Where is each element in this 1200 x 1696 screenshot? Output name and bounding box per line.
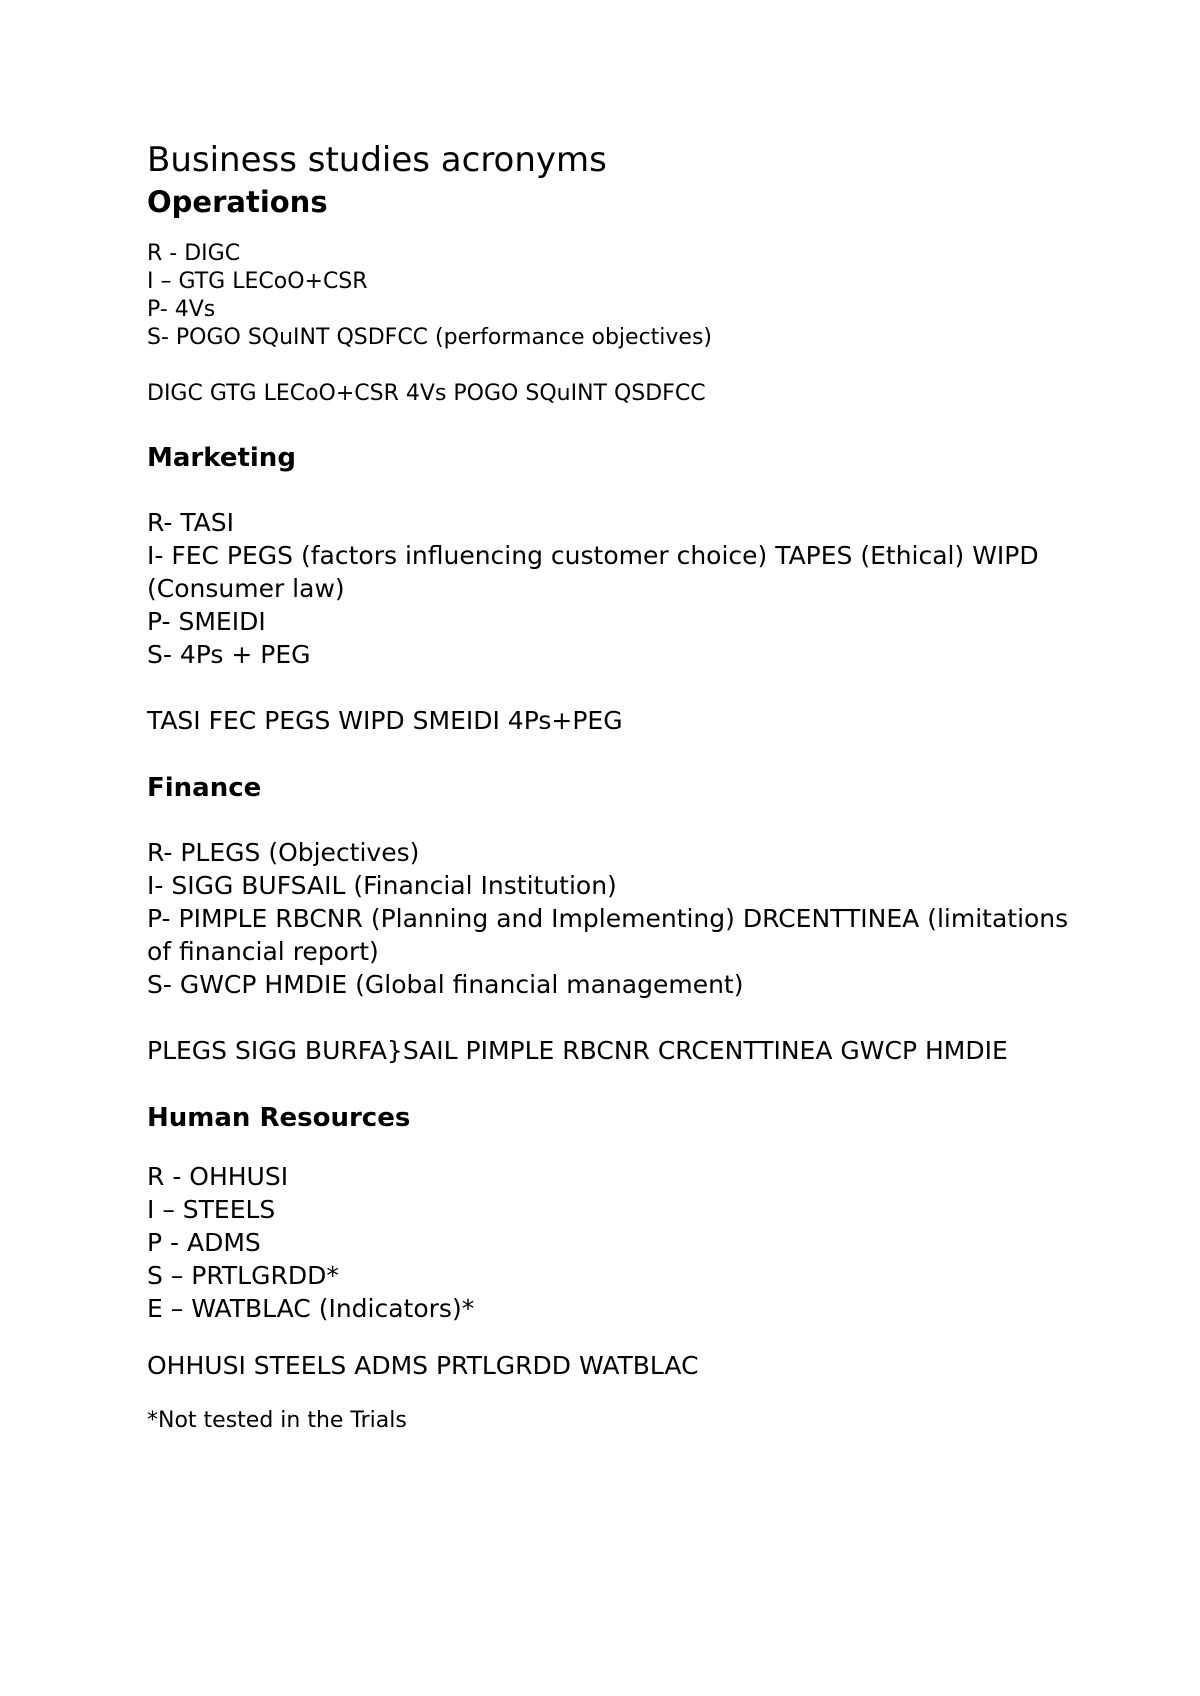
operations-line-i: I – GTG LECoO+CSR bbox=[147, 269, 368, 294]
operations-summary: DIGC GTG LECoO+CSR 4Vs POGO SQuINT QSDFCC bbox=[147, 381, 706, 406]
finance-line-p: P- PIMPLE RBCNR (Planning and Implementing) DRCENTTINEA (limitations of financial report) bbox=[147, 904, 1069, 966]
finance-line-s: S- GWCP HMDIE (Global financial management) bbox=[147, 970, 744, 999]
hr-line-i: I – STEELS bbox=[147, 1195, 276, 1224]
finance-summary: PLEGS SIGG BURFA}SAIL PIMPLE RBCNR CRCENTTINEA GWCP HMDIE bbox=[147, 1036, 1008, 1065]
finance-line-i: I- SIGG BUFSAIL (Financial Institution) bbox=[147, 871, 617, 900]
operations-line-p: P- 4Vs bbox=[147, 297, 216, 322]
footnote: *Not tested in the Trials bbox=[147, 1408, 407, 1433]
marketing-line-s: S- 4Ps + PEG bbox=[147, 640, 311, 669]
marketing-line-r: R- TASI bbox=[147, 508, 234, 537]
hr-line-e: E – WATBLAC (Indicators)* bbox=[147, 1294, 475, 1323]
marketing-line-p: P- SMEIDI bbox=[147, 607, 266, 636]
heading-operations: Operations bbox=[147, 185, 328, 219]
marketing-summary: TASI FEC PEGS WIPD SMEIDI 4Ps+PEG bbox=[147, 706, 623, 735]
document-title: Business studies acronyms bbox=[147, 140, 607, 180]
finance-line-r: R- PLEGS (Objectives) bbox=[147, 838, 420, 867]
heading-human-resources: Human Resources bbox=[147, 1103, 411, 1133]
hr-summary: OHHUSI STEELS ADMS PRTLGRDD WATBLAC bbox=[147, 1351, 699, 1380]
heading-finance: Finance bbox=[147, 773, 262, 803]
hr-line-s: S – PRTLGRDD* bbox=[147, 1261, 339, 1290]
heading-marketing: Marketing bbox=[147, 443, 296, 473]
section-human-resources bbox=[147, 1100, 1097, 1382]
hr-line-r: R - OHHUSI bbox=[147, 1162, 289, 1191]
section-operations bbox=[147, 182, 1097, 408]
hr-line-p: P - ADMS bbox=[147, 1228, 261, 1257]
document-page bbox=[147, 138, 1097, 1436]
operations-line-s: S- POGO SQuINT QSDFCC (performance objectives) bbox=[147, 325, 713, 350]
section-marketing bbox=[147, 440, 1097, 737]
section-finance bbox=[147, 770, 1097, 1067]
operations-line-r: R - DIGC bbox=[147, 241, 241, 266]
marketing-line-i: I- FEC PEGS (factors influencing customer choice) TAPES (Ethical) WIPD (Consumer law) bbox=[147, 541, 1039, 603]
